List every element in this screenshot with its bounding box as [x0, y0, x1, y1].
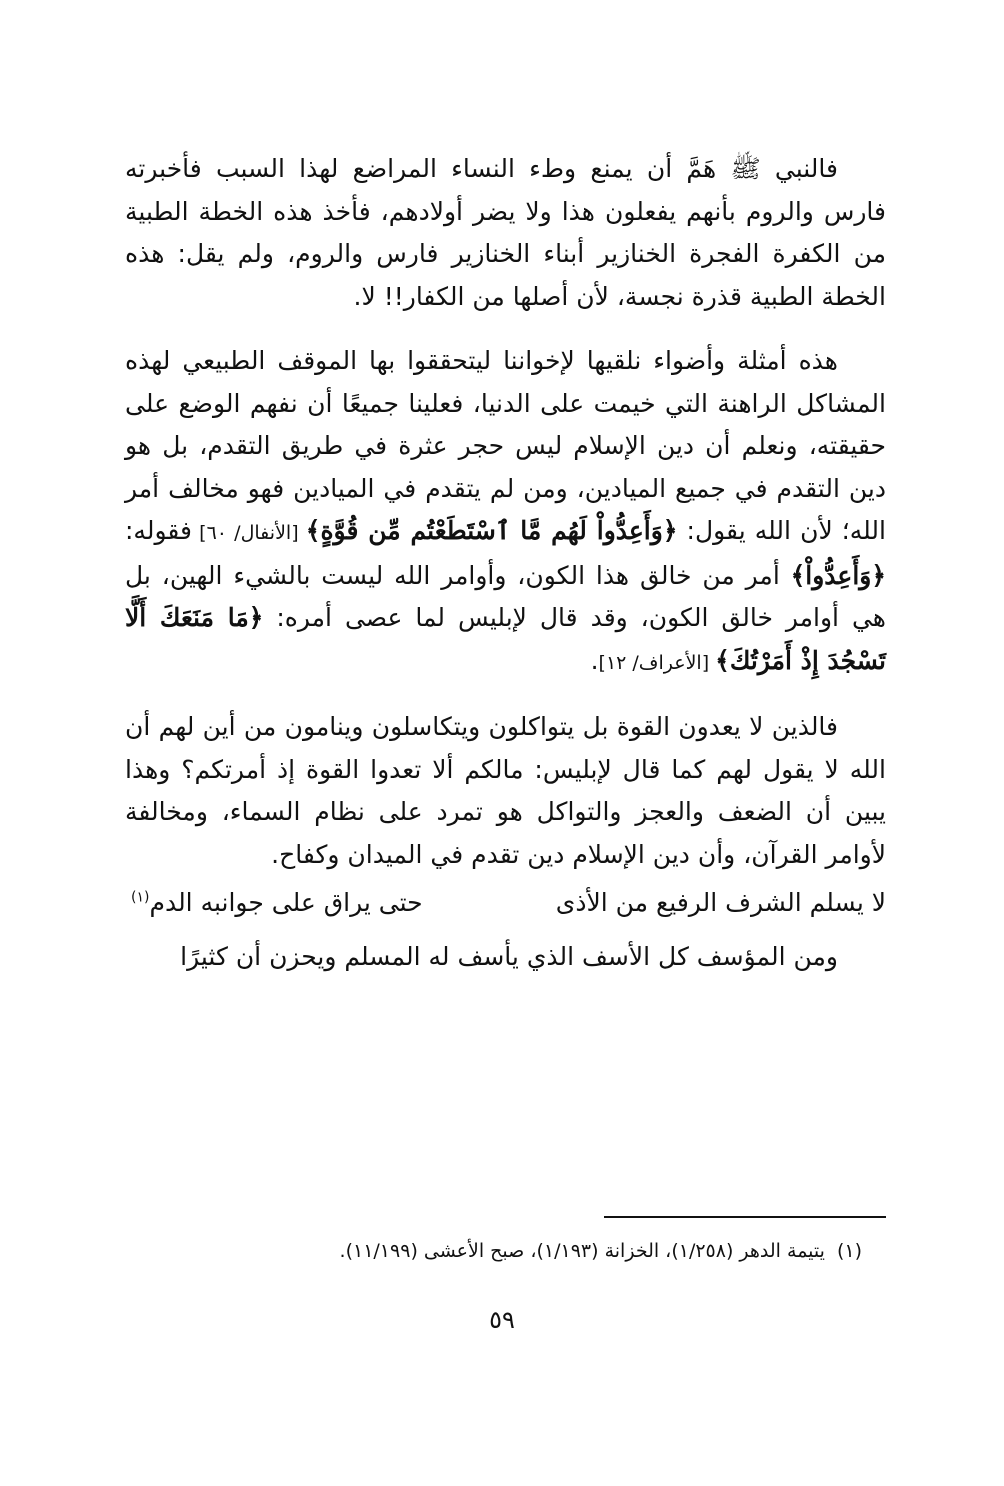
footnote: [125, 1236, 862, 1266]
page-body: [125, 148, 886, 978]
paragraph-2-text-b: فقوله:: [125, 516, 192, 545]
paragraph-2: [125, 340, 886, 684]
quran-verse-2: ﴿وَأَعِدُّواْ﴾: [790, 560, 886, 590]
paragraph-3: فالذين لا يعدون القوة بل يتواكلون ويتكاسلون وينامون من أين لهم أن الله لا يقول لهم كما قال لإبليس: مالكم ألا تعدوا القوة إذ أمرتكم؟ وهذا يبين أن الضعف والعجز والتواكل هو تمرد على نظام السماء، ومخالفة لأوامر القرآن، وأن دين الإسلام دين تقدم في الميدان وكفاح.: [125, 712, 886, 869]
footnote-divider: [604, 1216, 886, 1218]
paragraph-2-text-a: هذه أمثلة وأضواء نلقيها لإخواننا ليتحققوا بها الموقف الطبيعي لهذه المشاكل الراهنة التي خيمت على الدنيا، فعلينا جميعًا أن نفهم الوضع على حقيقته، ونعلم أن دين الإسلام ليس حجر عثرة في طريق التقدم، بل هو دين التقدم في جميع الميادين، ومن لم يتقدم في الميادين فهو مخالف أمر الله؛ لأن الله يقول:: [125, 346, 886, 545]
continuing-paragraph: ومن المؤسف كل الأسف الذي يأسف له المسلم ويحزن أن كثيرًا: [180, 942, 838, 971]
honorific-glyph: ﷺ: [730, 154, 761, 183]
footnote-text: يتيمة الدهر (١/٢٥٨)، الخزانة (١/١٩٣)، صبح الأعشى (١١/١٩٩).: [339, 1240, 825, 1262]
couplet-first-half: لا يسلم الشرف الرفيع من الأذى: [555, 888, 886, 917]
citation-anfal: [الأنفال/ ٦٠]: [191, 522, 306, 544]
quran-verse-1: ﴿وَأَعِدُّواْ لَهُم مَّا ٱسْتَطَعْتُم مِّن قُوَّةٍ﴾: [305, 516, 678, 545]
page-number: ٥٩: [489, 1306, 515, 1334]
paragraph-1: [125, 148, 886, 318]
quran-verse-3: ﴿مَا مَنَعَكَ أَلَّا تَسْجُدَ إِذْ أَمَرْتُكَ﴾: [125, 603, 886, 675]
citation-araf: [الأعراف/ ١٢]: [598, 651, 716, 674]
paragraph-1-start: فالنبي: [760, 154, 838, 183]
couplet-second-half-text: حتى يراق على جوانبه الدم: [149, 888, 423, 917]
paragraph-1-text: هَمَّ أن يمنع وطء النساء المراضع لهذا السبب فأخبرته فارس والروم بأنهم يفعلون هذا ولا يضر أولادهم، فأخذ هذه الخطة الطبية من الكفرة الفجرة الخنازير أبناء الخنازير فارس والروم، ولم يقل: هذه الخطة الطبية قذرة نجسة، لأن أصلها من الكفار!! لا.: [125, 154, 886, 311]
footnote-number: (١): [836, 1240, 862, 1262]
couplet-second-half: [131, 882, 423, 924]
footnote-reference[interactable]: (١): [131, 889, 150, 906]
paragraph-2-end: .: [590, 645, 599, 675]
paragraph-2-text-c: أمر من خالق هذا الكون، وأوامر الله ليست بالشيء الهين، بل هي أوامر خالق الكون، وقد قال لإبليس لما عصى أمره:: [125, 560, 886, 632]
poetry-couplet: [125, 882, 886, 924]
